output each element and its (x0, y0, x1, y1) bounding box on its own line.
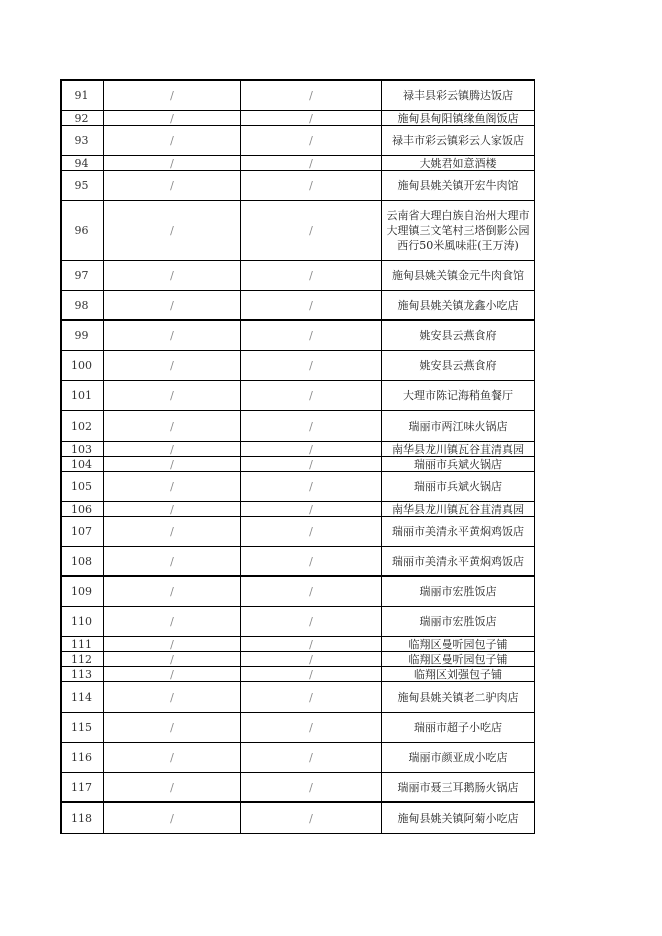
column-b-cell[interactable]: / (241, 351, 382, 380)
business-name-cell[interactable]: 姚安县云燕食府 (382, 321, 535, 350)
column-a-cell[interactable]: / (104, 321, 241, 350)
business-name-cell[interactable]: 南华县龙川镇瓦谷苴清真园 (382, 442, 535, 456)
column-b-cell[interactable]: / (241, 773, 382, 801)
table-row (60, 773, 535, 803)
column-b-cell[interactable]: / (241, 517, 382, 546)
column-a-cell[interactable]: / (104, 502, 241, 516)
business-name-cell[interactable]: 施甸县姚关镇开宏牛肉馆 (382, 171, 535, 200)
column-a-cell[interactable]: / (104, 517, 241, 546)
column-b-cell[interactable]: / (241, 111, 382, 125)
table-row (60, 713, 535, 743)
column-b-cell[interactable]: / (241, 457, 382, 471)
business-name-cell[interactable]: 禄丰县彩云镇腾达饭店 (382, 81, 535, 110)
column-b-cell[interactable]: / (241, 502, 382, 516)
table-row (60, 472, 535, 502)
table-row (60, 607, 535, 637)
row-number-cell[interactable]: 108 (60, 547, 104, 575)
business-name-cell[interactable]: 瑞丽市超子小吃店 (382, 713, 535, 742)
table-row (60, 803, 535, 834)
column-a-cell[interactable]: / (104, 803, 241, 833)
row-number-cell[interactable]: 96 (60, 201, 104, 260)
table-row (60, 682, 535, 713)
row-number-cell[interactable]: 104 (60, 457, 104, 471)
column-a-cell[interactable]: / (104, 351, 241, 380)
table-row (60, 171, 535, 201)
column-b-cell[interactable]: / (241, 607, 382, 636)
row-number-cell[interactable]: 115 (60, 713, 104, 742)
business-name-cell[interactable]: 瑞丽市颜亚成小吃店 (382, 743, 535, 772)
business-name-cell[interactable]: 施甸县姚关镇老二驴肉店 (382, 682, 535, 712)
column-b-cell[interactable]: / (241, 682, 382, 712)
row-number-cell[interactable]: 109 (60, 577, 104, 606)
column-b-cell[interactable]: / (241, 577, 382, 606)
row-number-cell[interactable]: 97 (60, 261, 104, 290)
table-row (60, 502, 535, 517)
row-number-cell[interactable]: 107 (60, 517, 104, 546)
column-a-cell[interactable]: / (104, 457, 241, 471)
business-name-cell[interactable]: 瑞丽市兵斌火锅店 (382, 457, 535, 471)
row-number-cell[interactable]: 95 (60, 171, 104, 200)
table-row (60, 321, 535, 351)
row-number-cell[interactable]: 117 (60, 773, 104, 801)
column-b-cell[interactable]: / (241, 171, 382, 200)
column-a-cell[interactable]: / (104, 81, 241, 110)
column-a-cell[interactable]: / (104, 381, 241, 410)
table-row (60, 652, 535, 667)
business-name-cell[interactable]: 临翔区曼听园包子铺 (382, 652, 535, 666)
row-number-cell[interactable]: 113 (60, 667, 104, 681)
row-number-cell[interactable]: 105 (60, 472, 104, 501)
column-b-cell[interactable]: / (241, 637, 382, 651)
row-number-cell[interactable]: 93 (60, 126, 104, 155)
column-b-cell[interactable]: / (241, 261, 382, 290)
row-number-cell[interactable]: 106 (60, 502, 104, 516)
business-name-cell[interactable]: 大理市陈记海稍鱼餐厅 (382, 381, 535, 410)
column-a-cell[interactable]: / (104, 743, 241, 772)
column-a-cell[interactable]: / (104, 713, 241, 742)
row-number-cell[interactable]: 92 (60, 111, 104, 125)
column-b-cell[interactable]: / (241, 547, 382, 575)
row-number-cell[interactable]: 118 (60, 803, 104, 833)
column-a-cell[interactable]: / (104, 201, 241, 260)
column-b-cell[interactable]: / (241, 126, 382, 155)
column-a-cell[interactable]: / (104, 156, 241, 170)
column-b-cell[interactable]: / (241, 713, 382, 742)
column-a-cell[interactable]: / (104, 442, 241, 456)
column-a-cell[interactable]: / (104, 637, 241, 651)
row-number-cell[interactable]: 99 (60, 321, 104, 350)
row-number-cell[interactable]: 91 (60, 81, 104, 110)
column-a-cell[interactable]: / (104, 667, 241, 681)
table-row (60, 381, 535, 411)
table-row (60, 457, 535, 472)
column-a-cell[interactable]: / (104, 682, 241, 712)
row-number-cell[interactable]: 111 (60, 637, 104, 651)
business-name-cell[interactable]: 临翔区曼听园包子铺 (382, 637, 535, 651)
table-row (60, 547, 535, 577)
table-left-border (60, 79, 62, 834)
column-b-cell[interactable]: / (241, 411, 382, 441)
table-row (60, 291, 535, 321)
column-a-cell[interactable]: / (104, 261, 241, 290)
row-number-cell[interactable]: 110 (60, 607, 104, 636)
row-number-cell[interactable]: 94 (60, 156, 104, 170)
column-a-cell[interactable]: / (104, 547, 241, 575)
table-row (60, 81, 535, 111)
table-row (60, 442, 535, 457)
table-row (60, 126, 535, 156)
column-a-cell[interactable]: / (104, 411, 241, 441)
column-a-cell[interactable]: / (104, 171, 241, 200)
business-name-cell[interactable]: 瑞丽市两江味火锅店 (382, 411, 535, 441)
column-b-cell[interactable]: / (241, 667, 382, 681)
business-name-cell[interactable]: 瑞丽市宏胜饭店 (382, 577, 535, 606)
business-name-cell[interactable]: 瑞丽市聂三耳鹅肠火锅店 (382, 773, 535, 801)
business-name-cell[interactable]: 施甸县甸阳镇缘鱼阁饭店 (382, 111, 535, 125)
column-b-cell[interactable]: / (241, 291, 382, 319)
row-number-cell[interactable]: 100 (60, 351, 104, 380)
column-b-cell[interactable]: / (241, 81, 382, 110)
row-number-cell[interactable]: 102 (60, 411, 104, 441)
table-row (60, 743, 535, 773)
row-number-cell[interactable]: 98 (60, 291, 104, 319)
business-name-cell[interactable]: 瑞丽市美清永平黄焖鸡饭店 (382, 517, 535, 546)
row-number-cell[interactable]: 103 (60, 442, 104, 456)
business-name-cell[interactable]: 施甸县姚关镇阿菊小吃店 (382, 803, 535, 833)
business-name-cell[interactable]: 云南省大理白族自治州大理市大理镇三文笔村三塔倒影公园西行50米風味莊(王万涛) (382, 201, 535, 260)
column-b-cell[interactable]: / (241, 321, 382, 350)
column-a-cell[interactable]: / (104, 126, 241, 155)
column-b-cell[interactable]: / (241, 803, 382, 833)
business-name-cell[interactable]: 临翔区刘强包子铺 (382, 667, 535, 681)
column-b-cell[interactable]: / (241, 652, 382, 666)
business-name-cell[interactable]: 瑞丽市兵斌火锅店 (382, 472, 535, 501)
column-a-cell[interactable]: / (104, 607, 241, 636)
business-name-cell[interactable]: 大姚君如意酒楼 (382, 156, 535, 170)
spreadsheet-table (60, 79, 535, 834)
column-b-cell[interactable]: / (241, 201, 382, 260)
row-number-cell[interactable]: 112 (60, 652, 104, 666)
column-a-cell[interactable]: / (104, 291, 241, 319)
column-b-cell[interactable]: / (241, 442, 382, 456)
column-a-cell[interactable]: / (104, 472, 241, 501)
business-name-cell[interactable]: 南华县龙川镇瓦谷苴清真园 (382, 502, 535, 516)
table-row (60, 667, 535, 682)
business-name-cell[interactable]: 瑞丽市宏胜饭店 (382, 607, 535, 636)
column-b-cell[interactable]: / (241, 156, 382, 170)
column-a-cell[interactable]: / (104, 652, 241, 666)
business-name-cell[interactable]: 施甸县姚关镇金元牛肉食馆 (382, 261, 535, 290)
table-row (60, 411, 535, 442)
business-name-cell[interactable]: 施甸县姚关镇龙鑫小吃店 (382, 291, 535, 319)
column-b-cell[interactable]: / (241, 381, 382, 410)
column-a-cell[interactable]: / (104, 773, 241, 801)
table-row (60, 517, 535, 547)
column-b-cell[interactable]: / (241, 472, 382, 501)
column-a-cell[interactable]: / (104, 577, 241, 606)
table-row (60, 201, 535, 261)
business-name-cell[interactable]: 禄丰市彩云镇彩云人家饭店 (382, 126, 535, 155)
row-number-cell[interactable]: 101 (60, 381, 104, 410)
row-number-cell[interactable]: 114 (60, 682, 104, 712)
table-row (60, 156, 535, 171)
column-a-cell[interactable]: / (104, 111, 241, 125)
table-row (60, 637, 535, 652)
table-row (60, 261, 535, 291)
table-row (60, 111, 535, 126)
business-name-cell[interactable]: 姚安县云燕食府 (382, 351, 535, 380)
table-row (60, 351, 535, 381)
row-number-cell[interactable]: 116 (60, 743, 104, 772)
table-top-border (60, 79, 535, 81)
table-row (60, 577, 535, 607)
business-name-cell[interactable]: 瑞丽市美清永平黄焖鸡饭店 (382, 547, 535, 575)
column-b-cell[interactable]: / (241, 743, 382, 772)
